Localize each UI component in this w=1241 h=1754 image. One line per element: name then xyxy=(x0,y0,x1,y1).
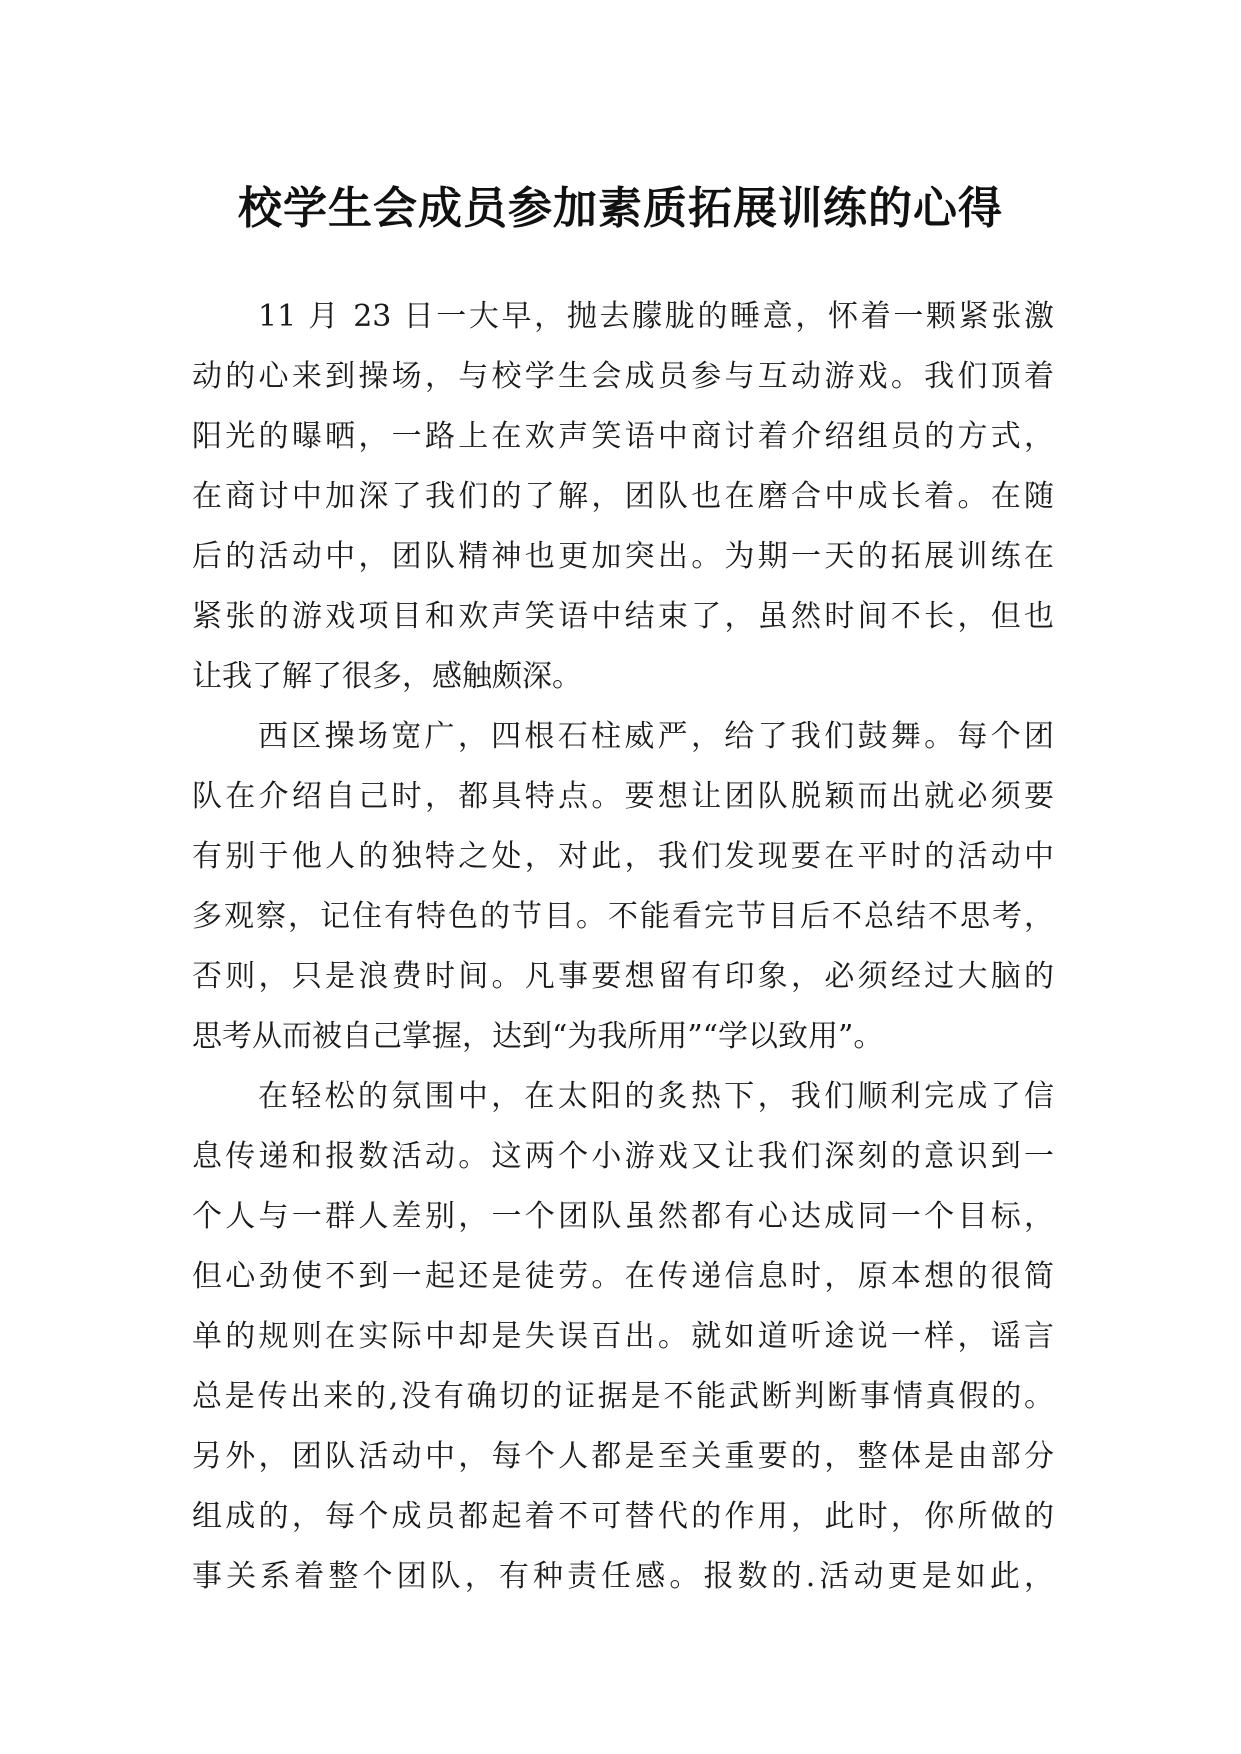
text-line: 让我了解了很多，感触颇深。 xyxy=(192,659,582,694)
paragraph-2 xyxy=(192,707,1054,1067)
text-line: 否则，只是浪费时间。凡事要想留有印象，必须经过大脑的 xyxy=(192,959,1054,994)
text-line: 息传递和报数活动。这两个小游戏又让我们深刻的意识到一 xyxy=(192,1139,1054,1174)
paragraph-1 xyxy=(192,287,1054,707)
text-line: 队在介绍自己时，都具特点。要想让团队脱颖而出就必须要 xyxy=(192,779,1054,814)
text-line: 有别于他人的独特之处，对此，我们发现要在平时的活动中 xyxy=(192,839,1054,874)
text-line: 11 月 23 日一大早，抛去朦胧的睡意，怀着一颗紧张激 xyxy=(258,299,1054,334)
document-title: 校学生会成员参加素质拓展训练的心得 xyxy=(238,183,1003,235)
text-line: 事关系着整个团队，有种责任感。报数的.活动更是如此， xyxy=(192,1559,1054,1594)
text-line: 后的活动中，团队精神也更加突出。为期一天的拓展训练在 xyxy=(192,539,1054,574)
text-line: 组成的，每个成员都起着不可替代的作用，此时，你所做的 xyxy=(192,1499,1054,1534)
text-line: 单的规则在实际中却是失误百出。就如道听途说一样，谣言 xyxy=(192,1319,1054,1354)
text-line: 思考从而被自己掌握，达到“为我所用”“学以致用”。 xyxy=(192,1019,884,1054)
text-line: 总是传出来的,没有确切的证据是不能武断判断事情真假的。 xyxy=(192,1379,1054,1414)
text-line: 但心劲使不到一起还是徒劳。在传递信息时，原本想的很简 xyxy=(192,1259,1054,1294)
text-line: 另外，团队活动中，每个人都是至关重要的，整体是由部分 xyxy=(192,1439,1054,1474)
document-body xyxy=(192,287,1054,1607)
text-line: 动的心来到操场，与校学生会成员参与互动游戏。我们顶着 xyxy=(192,359,1054,394)
text-line: 多观察，记住有特色的节目。不能看完节目后不总结不思考， xyxy=(192,899,1054,934)
text-line: 西区操场宽广，四根石柱威严，给了我们鼓舞。每个团 xyxy=(258,719,1054,754)
paragraph-3 xyxy=(192,1067,1054,1607)
text-line: 阳光的曝晒，一路上在欢声笑语中商讨着介绍组员的方式， xyxy=(192,419,1054,454)
text-line: 在轻松的氛围中，在太阳的炙热下，我们顺利完成了信 xyxy=(258,1079,1054,1114)
text-line: 紧张的游戏项目和欢声笑语中结束了，虽然时间不长，但也 xyxy=(192,599,1054,634)
text-line: 个人与一群人差别，一个团队虽然都有心达成同一个目标， xyxy=(192,1199,1054,1234)
text-line: 在商讨中加深了我们的了解，团队也在磨合中成长着。在随 xyxy=(192,479,1054,514)
